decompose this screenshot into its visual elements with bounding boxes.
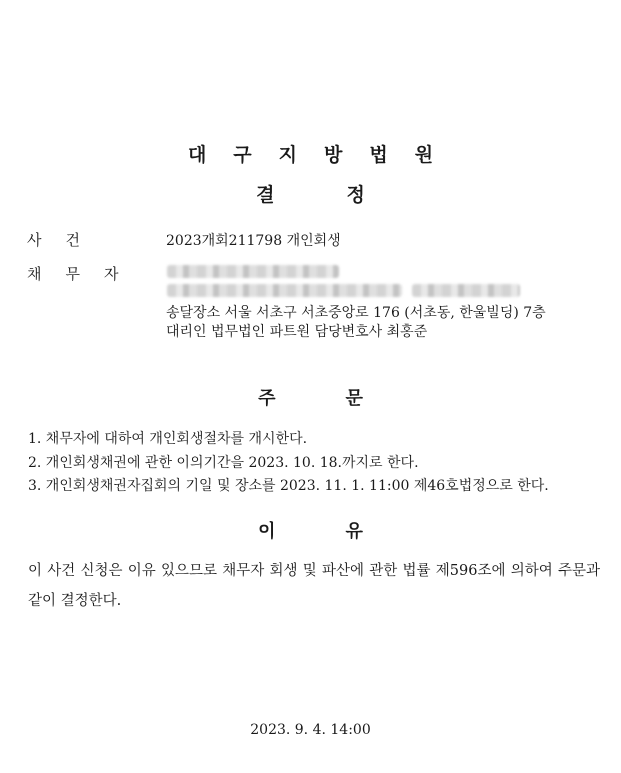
representative: 대리인 법무법인 파트원 담당변호사 최홍준 <box>166 324 428 340</box>
court-name: 대구지방법원 <box>187 144 461 166</box>
debtor-label: 채무자 <box>27 265 143 283</box>
redacted-debtor-address <box>167 284 402 297</box>
order-heading: 주문 <box>258 388 433 409</box>
case-number: 2023개회211798 개인회생 <box>166 233 341 249</box>
order-item: 2. 개인회생채권에 관한 이의기간을 2023. 10. 18.까지로 한다. <box>28 455 419 471</box>
redacted-debtor-address-detail <box>412 284 520 297</box>
service-address: 송달장소 서울 서초구 서초중앙로 176 (서초동, 한울빌딩) 7층 <box>166 305 546 321</box>
decision-date: 2023. 9. 4. 14:00 <box>250 722 371 738</box>
redacted-debtor-name <box>167 265 339 278</box>
reason-text: 이 사건 신청은 이유 있으므로 채무자 회생 및 파산에 관한 법률 제596조에 의하여 주문과 같이 결정한다. <box>28 563 600 609</box>
case-label: 사건 <box>27 231 104 249</box>
order-item: 3. 개인회생채권자집회의 기일 및 장소를 2023. 11. 1. 11:00 제46호법정으로 한다. <box>28 478 549 494</box>
order-item: 1. 채무자에 대하여 개인회생절차를 개시한다. <box>28 431 308 447</box>
reason-heading: 이유 <box>258 521 433 542</box>
document-title: 결정 <box>256 184 437 206</box>
